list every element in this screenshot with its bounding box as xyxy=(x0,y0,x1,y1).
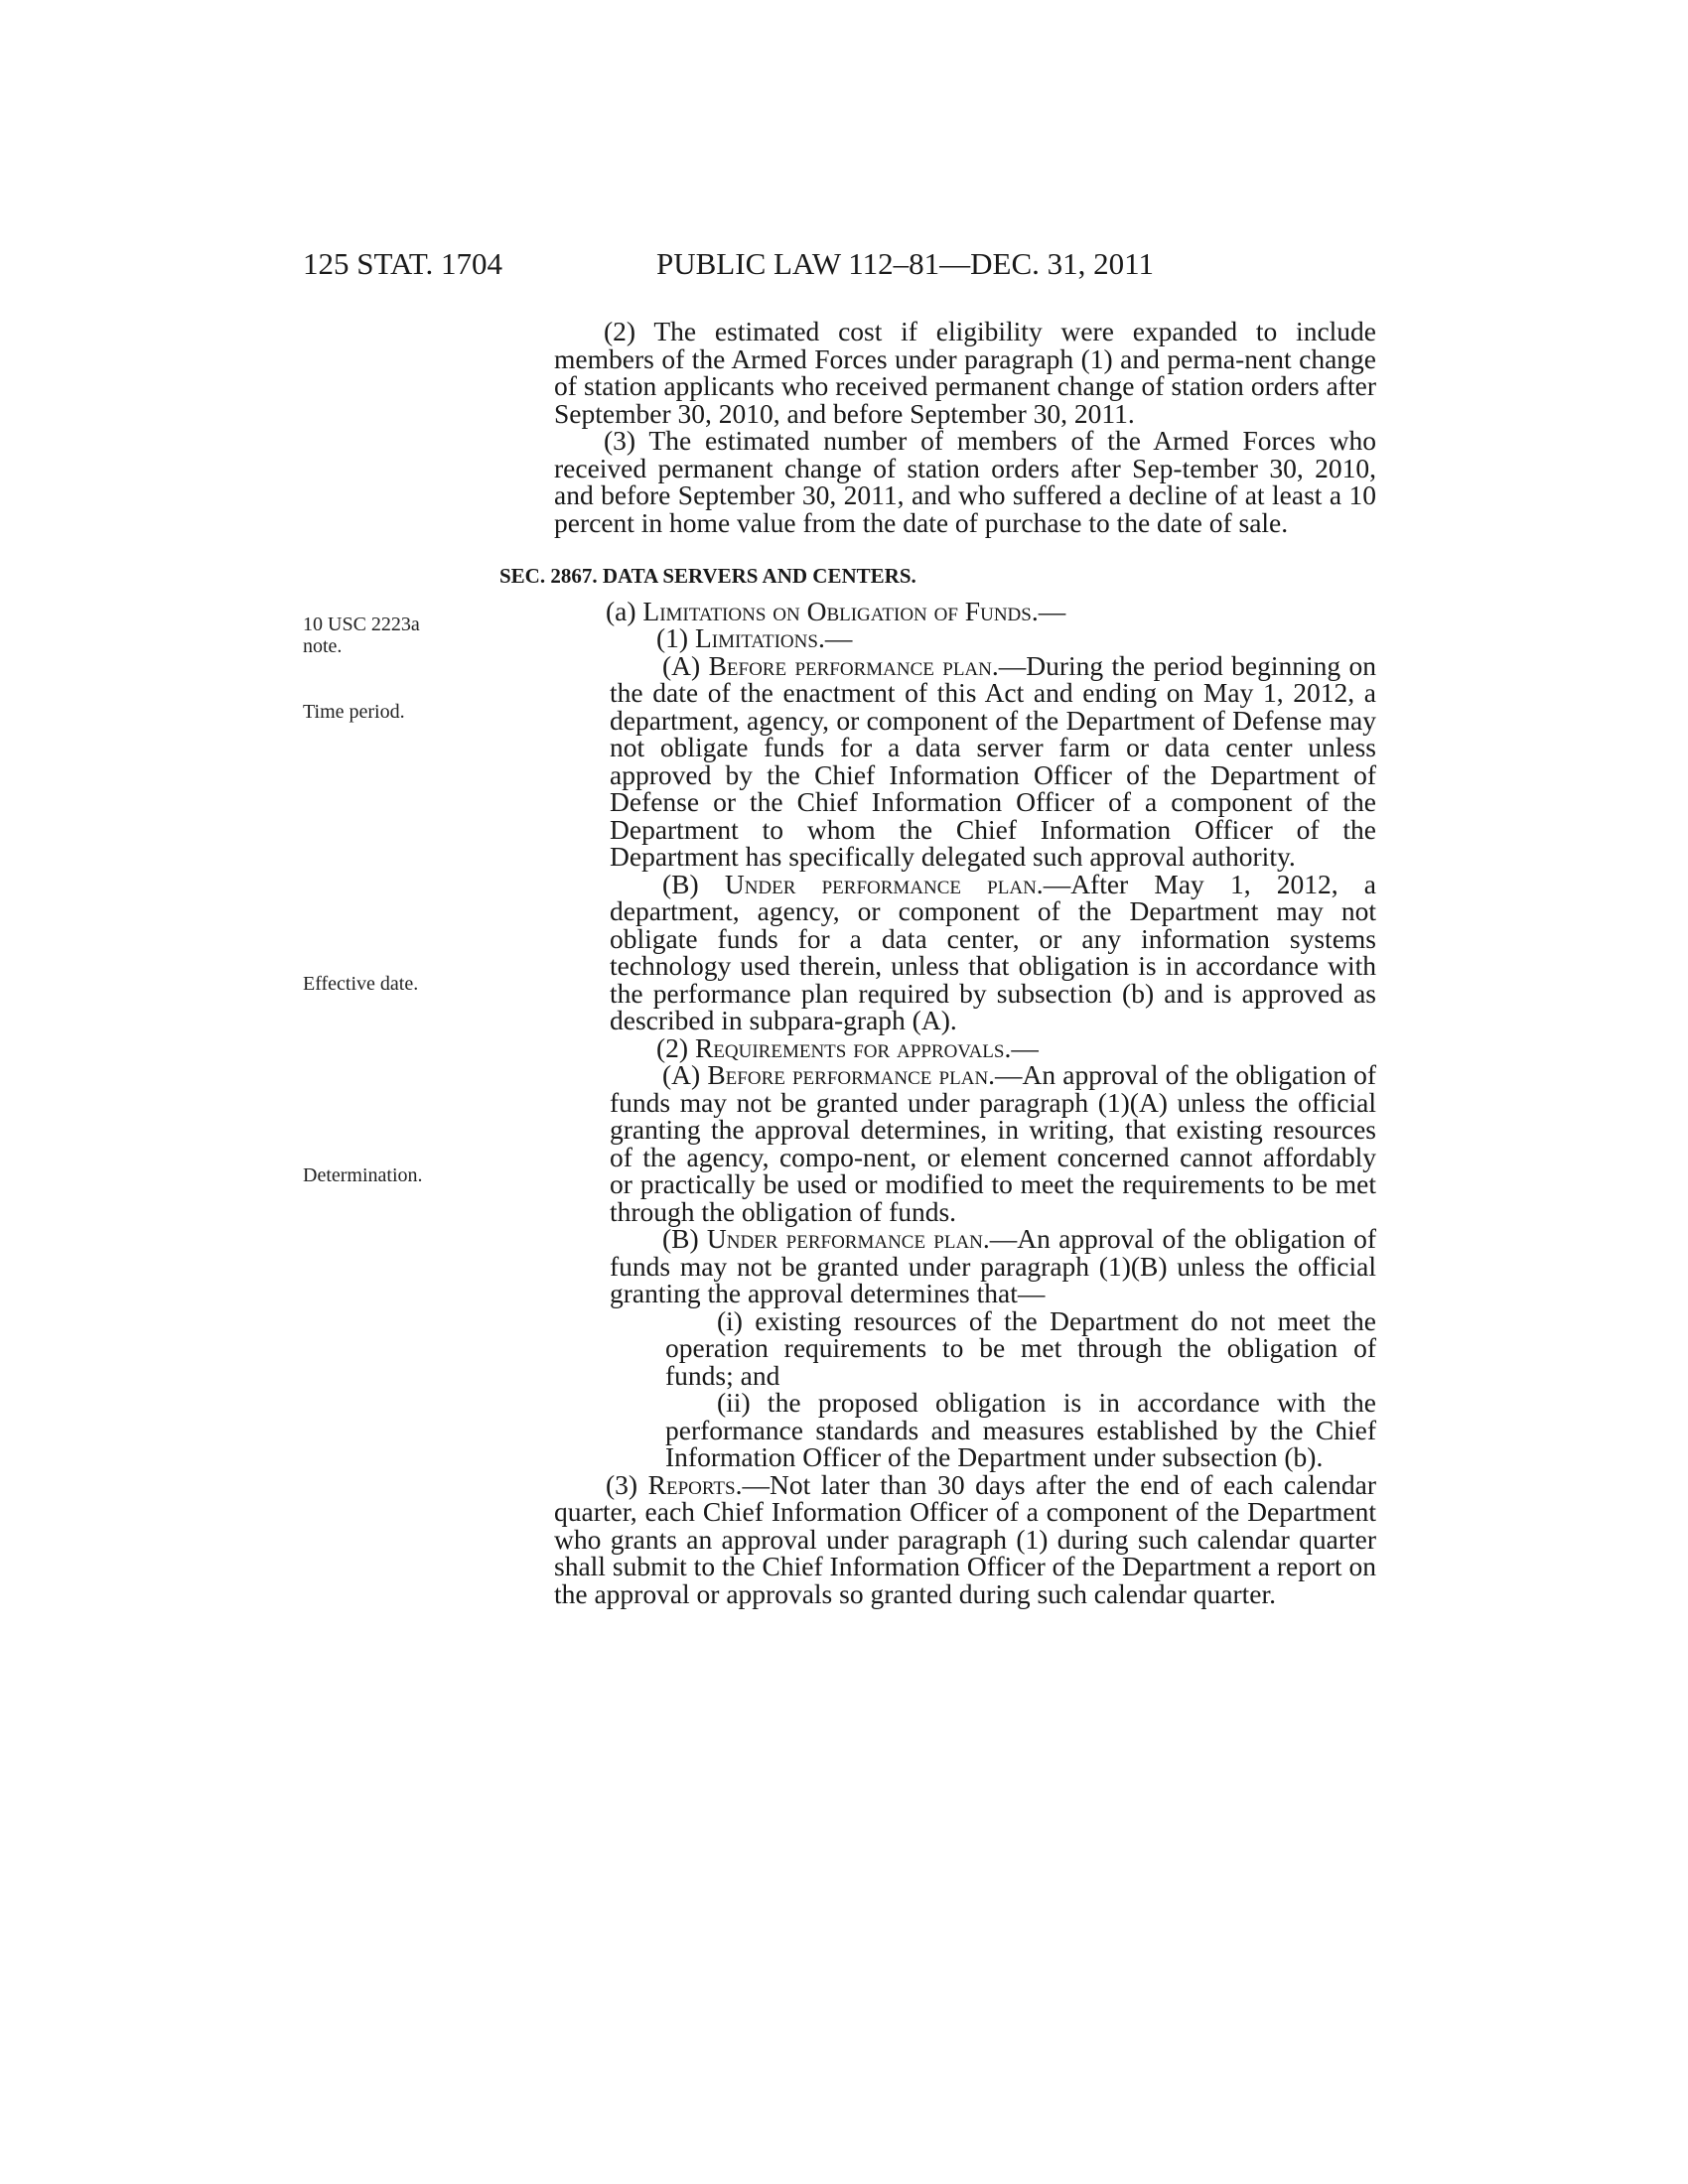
subparagraph-a1B-text: —After May 1, 2012, a department, agency, or component of the Department may not obligate funds for a data center, or any information systems technology used therein, unless that obligation is in accordance with the performance plan required by subsection (b) and is approved as described in subpara-graph (A). xyxy=(610,868,1377,1035)
margin-note-determination: Determination. xyxy=(303,1164,423,1186)
body-text xyxy=(499,316,1377,1609)
subparagraph-a1B-title: Under performance plan. xyxy=(724,868,1044,899)
paragraph-2: (2) The estimated cost if eligibility were expanded to include members of the Armed Forces under paragraph (1) and perma-nent change of station applicants who received permanent change of station orders after September 30, 2010, and before September 30, 2011. xyxy=(554,316,1376,429)
margin-note-usc-line1: 10 USC 2223a xyxy=(303,614,420,635)
paragraph-a1-title: Limitations.— xyxy=(694,622,853,653)
public-law-title: PUBLIC LAW 112–81—DEC. 31, 2011 xyxy=(656,246,1154,281)
subparagraph-a2A-number: (A) xyxy=(662,1059,701,1090)
clause-a2B-ii: (ii) the proposed obligation is in accordance with the performance standards and measures established by the Chief Information Officer of the Department under subsection (b). xyxy=(665,1387,1376,1472)
paragraph-a1-number: (1) xyxy=(656,622,689,653)
paragraph-a2-number: (2) xyxy=(656,1031,689,1063)
subsection-a-heading xyxy=(554,595,1376,626)
subparagraph-a2A-title: Before performance plan. xyxy=(707,1059,996,1090)
subparagraph-a2B-number: (B) xyxy=(662,1223,699,1254)
subparagraph-a2A xyxy=(554,1061,1376,1225)
subparagraph-a2B-text: —An approval of the obligation of funds may not be granted under paragraph (1)(B) unless the official granting the approval determines that— xyxy=(610,1223,1377,1308)
paragraph-3: (3) The estimated number of members of the Armed Forces who received permanent change of station orders after Sep-tember 30, 2010, and before September 30, 2011, and who suffered a decline of at least a 10 percent in home value from the date of purchase to the date of sale. xyxy=(554,425,1376,538)
paragraph-a1-heading xyxy=(554,624,1376,652)
subparagraph-a1B xyxy=(554,868,1377,1035)
subsection-a-number: (a) xyxy=(606,595,636,626)
subsection-a-title: Limitations on Obligation of Funds.— xyxy=(642,595,1066,626)
subparagraph-a1A-text: —During the period beginning on the date of the enactment of this Act and ending on May 1, 2012, a department, agency, or component of the Department of Defense may not obligate funds for a data server farm or data center unless approved by the Chief Information Officer of the Department of Defense or the Chief Information Officer of a component of the Department to whom the Chief Information Officer of the Department has specifically delegated such approval authority. xyxy=(610,649,1376,872)
margin-note-usc xyxy=(303,614,462,657)
paragraph-a3-title: Reports. xyxy=(647,1468,743,1500)
paragraph-a3 xyxy=(554,1468,1376,1609)
margin-note-usc-line2: note. xyxy=(303,635,343,657)
section-heading: SEC. 2867. DATA SERVERS AND CENTERS. xyxy=(499,564,916,588)
margin-note-time-period: Time period. xyxy=(303,701,405,723)
subparagraph-a1A-title: Before performance plan. xyxy=(708,649,999,681)
margin-note-effective-date: Effective date. xyxy=(303,973,419,995)
clause-a2B-i: (i) existing resources of the Department do not meet the operation requirements to be met through the obligation of funds; and xyxy=(665,1304,1376,1391)
statute-page-number: 125 STAT. 1704 xyxy=(303,246,503,281)
subparagraph-a2A-text: —An approval of the obligation of funds may not be granted under paragraph (1)(A) unless the official granting the approval determines, in writing, that existing resources of the agency, compo-nent, or element concerned cannot affordably or practically be used or modified to meet the requirements to be met through the obligation of funds. xyxy=(610,1059,1376,1227)
paragraph-a3-text: —Not later than 30 days after the end of each calendar quarter, each Chief Information Officer of a component of the Department who grants an approval under paragraph (1) during such calendar quarter shall submit to the Chief Information Officer of the Department a report on the approval or approvals so granted during such calendar quarter. xyxy=(554,1468,1376,1609)
paragraph-a2-heading xyxy=(554,1031,1376,1063)
subparagraph-a1A-number: (A) xyxy=(662,649,701,681)
subparagraph-a2B xyxy=(554,1225,1376,1307)
subparagraph-a1B-number: (B) xyxy=(662,868,699,899)
paragraph-a2-title: Requirements for approvals.— xyxy=(694,1031,1039,1063)
subparagraph-a1A xyxy=(554,649,1376,872)
subparagraph-a2B-title: Under performance plan. xyxy=(706,1223,990,1254)
page-header xyxy=(303,246,1360,292)
paragraph-a3-number: (3) xyxy=(606,1468,638,1500)
